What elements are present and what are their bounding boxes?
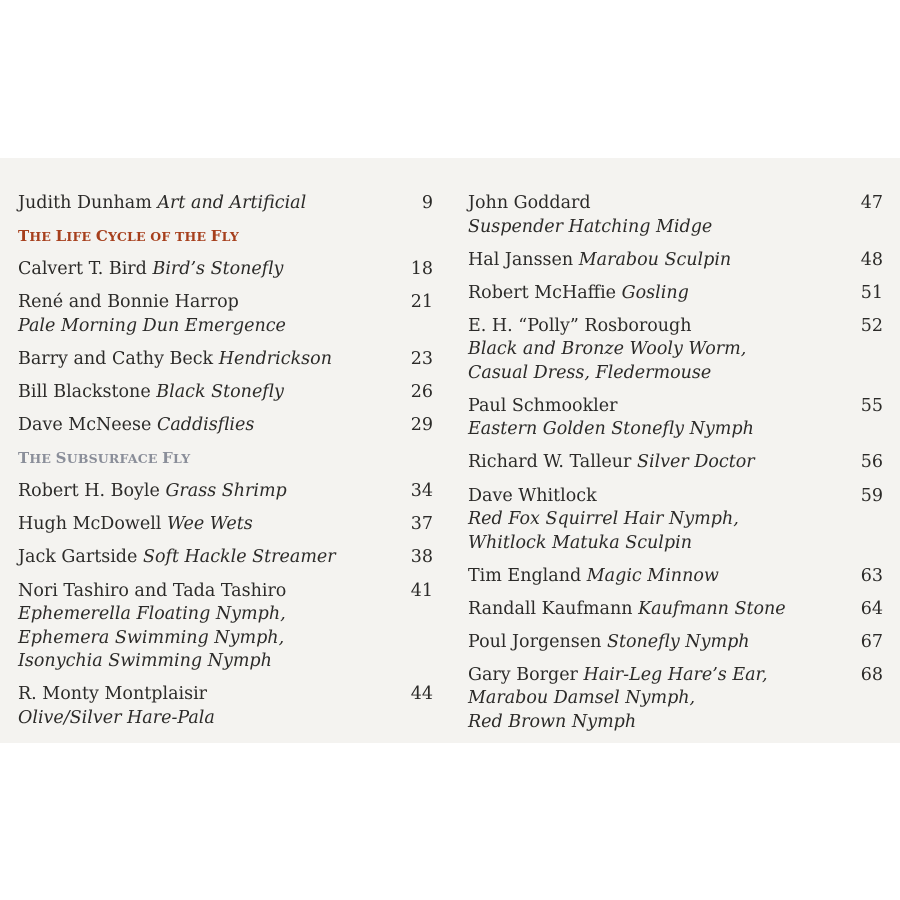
section-heading-part: UBSURFACE [66, 451, 163, 467]
toc-entry [18, 580, 433, 674]
toc-fly-title: Marabou Sculpin [578, 249, 732, 270]
toc-fly-title: Casual Dress, Fledermouse [468, 362, 712, 383]
toc-page-number: 44 [410, 684, 433, 705]
toc-right-column [468, 192, 883, 744]
toc-author: Judith Dunham [18, 193, 152, 213]
toc-page-number: 34 [410, 481, 433, 502]
toc-entry [18, 381, 433, 405]
toc-entry-text [468, 664, 843, 735]
toc-author: R. Monty Montplaisir [18, 684, 208, 705]
toc-author: Tim England [468, 565, 582, 586]
toc-entry-text [468, 395, 843, 442]
toc-entry-text [18, 480, 393, 504]
toc-page-number: 9 [421, 193, 433, 213]
toc-author: René and Bonnie Harrop [18, 292, 239, 313]
toc-entry [468, 282, 883, 306]
toc-fly-title: Red Brown Nymph [468, 711, 637, 732]
toc-entry-text [468, 485, 843, 556]
section-heading-part: T [18, 227, 30, 246]
toc-author: Dave McNeese [18, 415, 152, 436]
toc-entry [18, 291, 433, 338]
toc-page-number: 48 [860, 249, 883, 270]
toc-author: Calvert T. Bird [18, 259, 147, 280]
toc-author: Bill Blackstone [18, 381, 151, 402]
toc-author: Nori Tashiro and Tada Tashiro [18, 580, 287, 601]
toc-entry-text [18, 546, 393, 570]
toc-fly-title: Silver Doctor [636, 452, 755, 473]
toc-fly-title: Black Stonefly [156, 381, 284, 402]
toc-entry [18, 258, 433, 282]
toc-entry-text [18, 291, 393, 338]
toc-author: Barry and Cathy Beck [18, 348, 214, 369]
toc-fly-title: Gosling [621, 282, 689, 303]
toc-page-number: 56 [860, 452, 883, 473]
toc-entry-text [468, 451, 843, 475]
toc-page-number: 21 [410, 292, 433, 313]
toc-author: E. H. “Polly” Rosborough [468, 315, 692, 336]
toc-entry-text [468, 631, 843, 655]
toc-page-number: 51 [860, 282, 883, 303]
toc-left-column [18, 192, 433, 740]
toc-fly-title: Ephemera Swimming Nymph, [18, 627, 285, 648]
toc-fly-title: Wee Wets [166, 514, 253, 535]
toc-author: Paul Schmookler [468, 395, 618, 416]
toc-page-number: 41 [410, 580, 433, 601]
toc-fly-title: Kaufmann Stone [638, 598, 786, 619]
toc-entry-text [18, 513, 393, 537]
toc-entry [468, 664, 883, 735]
toc-entry-text [18, 192, 393, 216]
toc-entry [468, 315, 883, 386]
toc-entry [468, 249, 883, 273]
toc-fly-title: Art and Artificial [157, 193, 307, 213]
section-heading-part: IFE [66, 229, 96, 245]
toc-entry [468, 598, 883, 622]
section-heading-part: T [18, 449, 30, 468]
toc-entry [18, 348, 433, 372]
toc-fly-title: Bird’s Stonefly [152, 259, 284, 280]
toc-entry-text [468, 598, 843, 622]
toc-entry-text [468, 282, 843, 306]
toc-entry [18, 414, 433, 438]
toc-author: Richard W. Talleur [468, 452, 632, 473]
section-heading-part: HE [29, 229, 56, 245]
toc-fly-title: Pale Morning Dun Emergence [18, 315, 286, 336]
section-heading-part: HE [29, 451, 56, 467]
toc-author: Robert H. Boyle [18, 481, 160, 502]
toc-fly-title: Hair-Leg Hare’s Ear, [583, 664, 768, 685]
toc-author: Hugh McDowell [18, 514, 162, 535]
toc-page-number: 59 [860, 485, 883, 506]
toc-fly-title: Suspender Hatching Midge [468, 216, 713, 237]
toc-page-number: 26 [410, 381, 433, 402]
section-heading-part: S [55, 449, 67, 468]
section-heading-part: LY [173, 451, 191, 467]
toc-fly-title: Black and Bronze Wooly Worm, [468, 339, 747, 360]
toc-page-number: 38 [410, 547, 433, 568]
toc-fly-title: Marabou Damsel Nymph, [468, 688, 696, 709]
toc-entry-text [18, 580, 393, 674]
toc-entry-text [468, 249, 843, 273]
toc-entry [18, 192, 433, 216]
toc-fly-title: Isonychia Swimming Nymph [18, 651, 272, 672]
toc-fly-title: Magic Minnow [586, 565, 719, 586]
toc-page-number: 64 [860, 598, 883, 619]
toc-fly-title: Soft Hackle Streamer [142, 547, 336, 568]
toc-entry-text [18, 348, 393, 372]
toc-entry-text [18, 381, 393, 405]
toc-page-number: 63 [860, 565, 883, 586]
toc-entry [468, 631, 883, 655]
section-heading-part: F [210, 227, 222, 246]
toc-entry-text [468, 315, 843, 386]
toc-page-number: 37 [410, 514, 433, 535]
toc-page [0, 158, 900, 743]
toc-entry [18, 480, 433, 504]
toc-entry-text [18, 414, 393, 438]
toc-author: Dave Whitlock [468, 485, 597, 506]
toc-page-number: 68 [860, 664, 883, 685]
toc-page-number: 18 [410, 259, 433, 280]
toc-entry [18, 513, 433, 537]
toc-entry-text [18, 683, 393, 730]
toc-fly-title: Ephemerella Floating Nymph, [18, 604, 286, 625]
toc-entry-text [468, 565, 843, 589]
toc-page-number: 67 [860, 631, 883, 652]
section-heading-part: L [55, 227, 67, 246]
toc-page-number: 52 [860, 315, 883, 336]
toc-entry [468, 451, 883, 475]
section-heading-part: LY [221, 229, 239, 245]
toc-entry [468, 395, 883, 442]
toc-entry [468, 565, 883, 589]
toc-entry [18, 546, 433, 570]
toc-fly-title: Hendrickson [218, 348, 332, 369]
toc-fly-title: Stonefly Nymph [606, 631, 750, 652]
section-heading-part: YCLE OF THE [107, 229, 211, 245]
toc-page-number: 23 [410, 348, 433, 369]
toc-fly-title: Olive/Silver Hare-Pala [18, 707, 215, 728]
toc-author: Randall Kaufmann [468, 598, 633, 619]
toc-page-number: 47 [860, 193, 883, 213]
toc-entry [468, 192, 883, 239]
toc-fly-title: Red Fox Squirrel Hair Nymph, [468, 509, 739, 530]
toc-entry-text [468, 192, 843, 239]
toc-fly-title: Grass Shrimp [165, 481, 287, 502]
toc-author: Jack Gartside [18, 547, 138, 568]
toc-author: Hal Janssen [468, 249, 574, 270]
toc-author: John Goddard [468, 193, 591, 213]
toc-page-number: 55 [860, 395, 883, 416]
toc-author: Gary Borger [468, 664, 578, 685]
toc-page-number: 29 [410, 415, 433, 436]
toc-fly-title: Eastern Golden Stonefly Nymph [468, 419, 754, 440]
section-heading-part: C [95, 227, 108, 246]
toc-fly-title: Whitlock Matuka Sculpin [468, 532, 692, 553]
toc-author: Poul Jorgensen [468, 631, 602, 652]
toc-entry [468, 485, 883, 556]
section-heading [18, 225, 433, 249]
toc-fly-title: Caddisflies [156, 415, 255, 436]
toc-entry-text [18, 258, 393, 282]
toc-entry [18, 683, 433, 730]
toc-author: Robert McHaffie [468, 282, 617, 303]
section-heading [18, 447, 433, 471]
section-heading-part: F [162, 449, 174, 468]
